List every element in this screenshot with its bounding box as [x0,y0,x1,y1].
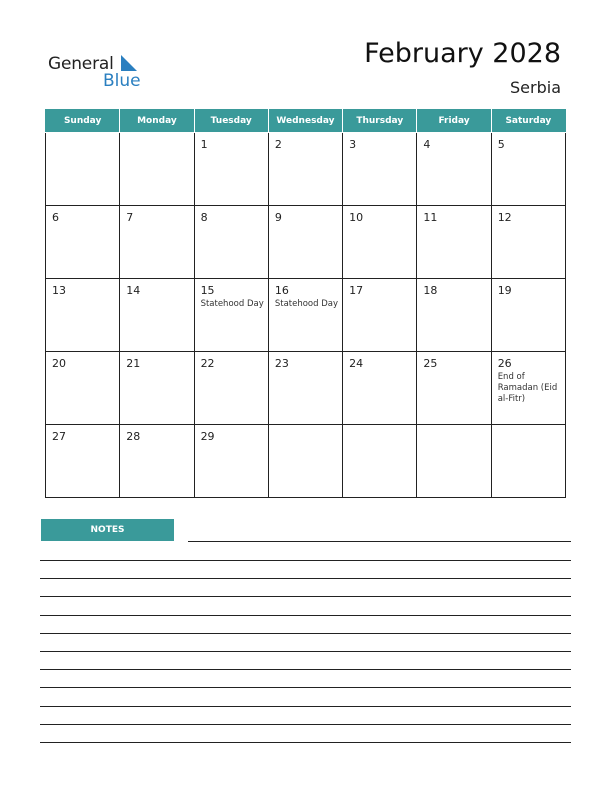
logo-triangle-icon [121,55,137,71]
day-number: 8 [200,211,208,224]
day-number: 10 [349,211,364,224]
calendar-day-cell [343,352,417,425]
day-number: 22 [200,357,215,370]
country-name: Serbia [510,78,561,97]
calendar-day-cell [343,425,417,498]
calendar-week-row [46,352,566,425]
weekday-thursday: Thursday [343,110,417,133]
day-number: 21 [126,357,141,370]
day-number: 25 [423,357,438,370]
day-number: 12 [497,211,512,224]
calendar-day-cell [491,206,565,279]
notes-line [40,724,571,725]
notes-line [40,651,571,652]
calendar-week-row [46,425,566,498]
day-number: 20 [52,357,66,370]
calendar-day-cell [46,133,120,206]
weekday-tuesday: Tuesday [194,110,268,133]
calendar-day-cell [268,206,342,279]
notes-line [40,633,571,634]
calendar-week-row [46,133,566,206]
day-number: 19 [497,284,512,297]
weekday-monday: Monday [120,110,194,133]
notes-line [40,615,571,616]
weekday-friday: Friday [417,110,491,133]
calendar-day-cell [46,425,120,498]
calendar-day-cell [46,352,120,425]
notes-line [40,687,571,688]
notes-line [188,541,571,542]
day-number: 23 [274,357,289,370]
day-number: 14 [126,284,141,297]
day-number: 18 [423,284,438,297]
calendar-grid [45,109,566,498]
notes-label: NOTES [41,519,174,541]
calendar-day-cell [343,133,417,206]
day-number [120,133,193,138]
day-number: 4 [423,138,431,151]
day-number: 17 [349,284,364,297]
notes-line [40,596,571,597]
day-number [269,425,342,430]
day-number: 16 [274,284,289,297]
calendar-day-cell [491,279,565,352]
page-title: February 2028 [364,38,561,69]
day-number [492,425,565,430]
notes-line [40,706,571,707]
calendar-day-cell [268,352,342,425]
calendar-day-cell [417,279,491,352]
day-number: 27 [52,430,66,443]
calendar-day-cell [268,279,342,352]
calendar-day-cell [491,133,565,206]
day-number [46,133,119,138]
calendar-day-cell [417,206,491,279]
notes-line [40,578,571,579]
brand-logo [48,52,158,92]
day-number: 7 [126,211,134,224]
holiday-label: Statehood Day [200,299,264,309]
calendar-day-cell [268,133,342,206]
calendar-day-cell [194,279,268,352]
calendar-day-cell [194,352,268,425]
calendar-day-cell [491,425,565,498]
day-number: 6 [52,211,59,224]
day-number: 24 [349,357,364,370]
calendar-day-cell [46,206,120,279]
day-number: 28 [126,430,141,443]
day-number [417,425,490,430]
weekday-sunday: Sunday [46,110,120,133]
day-number: 15 [200,284,215,297]
brand-name-general: General [48,54,114,74]
calendar-day-cell [417,352,491,425]
day-number: 2 [274,138,282,151]
calendar-day-cell [491,352,565,425]
calendar-day-cell [120,206,194,279]
calendar-day-cell [120,133,194,206]
day-number: 13 [52,284,66,297]
notes-line [40,742,571,743]
calendar-day-cell [120,352,194,425]
day-number: 1 [200,138,208,151]
calendar-day-cell [120,279,194,352]
calendar-day-cell [46,279,120,352]
holiday-label: Statehood Day [274,299,339,309]
day-number: 9 [274,211,282,224]
calendar-day-cell [194,425,268,498]
day-number: 29 [200,430,215,443]
calendar-day-cell [268,425,342,498]
calendar-day-cell [417,425,491,498]
weekday-header-row [46,110,566,133]
holiday-label: End of Ramadan (Eid al-Fitr) [497,372,558,404]
calendar-day-cell [417,133,491,206]
notes-line [40,560,571,561]
notes-line [40,669,571,670]
calendar-day-cell [194,133,268,206]
day-number [343,425,416,430]
calendar-day-cell [194,206,268,279]
calendar-week-row [46,279,566,352]
calendar-day-cell [343,279,417,352]
calendar-week-row [46,206,566,279]
weekday-wednesday: Wednesday [268,110,342,133]
day-number: 3 [349,138,357,151]
day-number: 11 [423,211,438,224]
calendar-day-cell [120,425,194,498]
calendar-day-cell [343,206,417,279]
weekday-saturday: Saturday [491,110,565,133]
day-number: 26 [497,357,512,370]
day-number: 5 [497,138,505,151]
brand-name-blue: Blue [103,71,141,91]
